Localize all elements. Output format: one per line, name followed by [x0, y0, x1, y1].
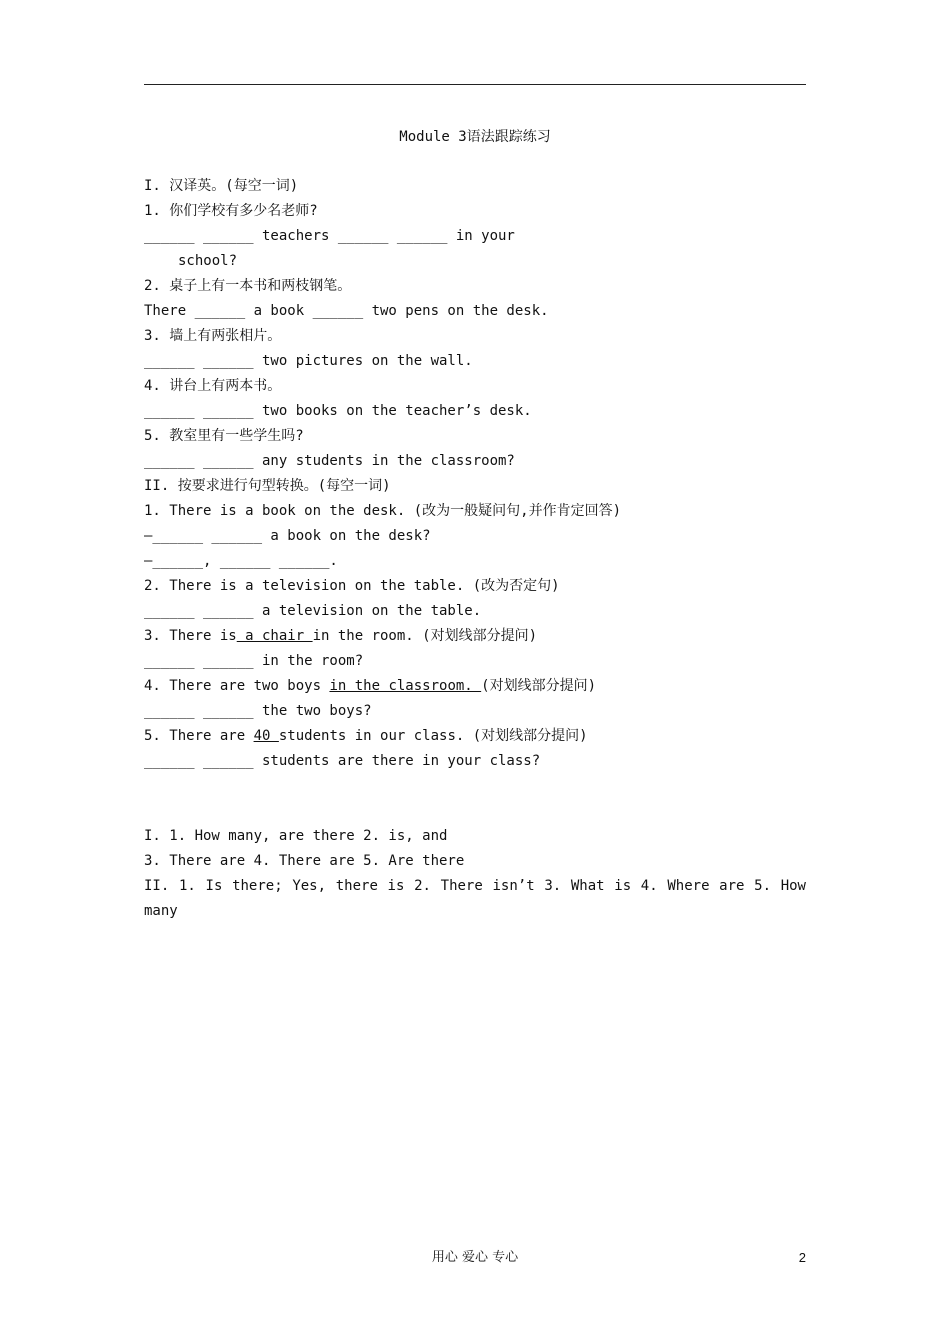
question-4-underlined: in the classroom. — [329, 678, 482, 694]
section-2-heading: II. 按要求进行句型转换。(每空一词) — [144, 478, 391, 494]
section-1-line: 1. 你们学校有多少名老师? — [144, 203, 318, 219]
question-3 — [144, 624, 806, 649]
question-3-answer-line: ______ ______ in the room? — [144, 653, 364, 669]
document-body — [144, 124, 806, 924]
question-1-answer-line: —______, ______ ______. — [144, 553, 338, 569]
question-3-text: in the room. (对划线部分提问) — [312, 628, 538, 644]
section-1-line: school? — [178, 253, 238, 269]
answer-key-line: II. 1. Is there; Yes, there is 2. There isn’t 3. What is 4. Where are 5. How — [144, 878, 806, 894]
page-number: 2 — [798, 1250, 806, 1265]
section-1-line: 4. 讲台上有两本书。 — [144, 378, 282, 394]
question-1-answer-line: —______ ______ a book on the desk? — [144, 528, 431, 544]
section-1-line: ______ ______ two books on the teacher’s desk. — [144, 403, 532, 419]
question-1: 1. There is a book on the desk. (改为一般疑问句,并作肯定回答) — [144, 503, 622, 519]
answer-key-line: I. 1. How many, are there 2. is, and — [144, 828, 448, 844]
section-1-line: There ______ a book ______ two pens on the desk. — [144, 303, 549, 319]
page-title: Module 3语法跟踪练习 — [399, 129, 551, 145]
spacer — [144, 774, 806, 824]
question-5-underlined: 40 — [253, 728, 279, 744]
question-5-text: students in our class. (对划线部分提问) — [278, 728, 588, 744]
question-3-text: 3. There is — [144, 628, 237, 644]
question-5 — [144, 724, 806, 749]
section-1-heading: I. 汉译英。(每空一词) — [144, 178, 299, 194]
footer-slogan: 用心 爱心 专心 — [431, 1250, 519, 1265]
question-4 — [144, 674, 806, 699]
answer-key-line: 3. There are 4. There are 5. Are there — [144, 853, 465, 869]
section-1-line: ______ ______ any students in the classroom? — [144, 453, 515, 469]
question-4-text: (对划线部分提问) — [481, 678, 597, 694]
question-4-text: 4. There are two boys — [144, 678, 330, 694]
section-1-line: ______ ______ two pictures on the wall. — [144, 353, 473, 369]
question-5-answer-line: ______ ______ students are there in your class? — [144, 753, 541, 769]
question-3-underlined: a chair — [236, 628, 313, 644]
question-5-text: 5. There are — [144, 728, 254, 744]
header-rule — [144, 84, 806, 85]
question-4-answer-line: ______ ______ the two boys? — [144, 703, 372, 719]
question-2-answer-line: ______ ______ a television on the table. — [144, 603, 482, 619]
section-1-line: 2. 桌子上有一本书和两枝钢笔。 — [144, 278, 352, 294]
question-2: 2. There is a television on the table. (改为否定句) — [144, 578, 560, 594]
section-1-line: 5. 教室里有一些学生吗? — [144, 428, 304, 444]
answer-key-line: many — [144, 903, 178, 919]
section-1-line: ______ ______ teachers ______ ______ in your — [144, 228, 515, 244]
section-1-line: 3. 墙上有两张相片。 — [144, 328, 282, 344]
